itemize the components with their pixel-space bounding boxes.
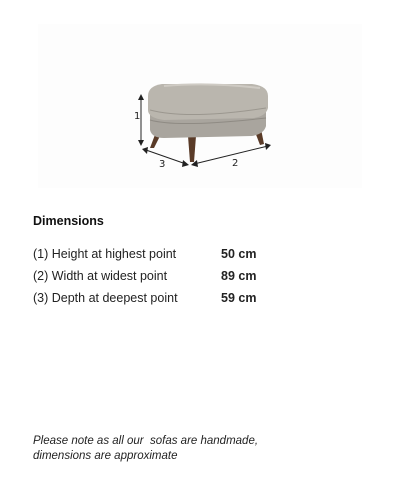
dimension-row-depth	[33, 287, 293, 309]
dimension-label: (2) Width at widest point	[33, 269, 168, 283]
dimensions-heading: Dimensions	[33, 214, 104, 228]
front-right-leg	[188, 136, 196, 162]
dimension-value: 59 cm	[221, 291, 257, 305]
dimension-label: (3) Depth at deepest point	[33, 291, 178, 305]
height-marker: 1	[134, 111, 141, 122]
dimension-row-height	[33, 243, 293, 265]
footstool-diagram	[38, 24, 362, 188]
product-dimension-image	[38, 24, 362, 188]
dimension-value: 50 cm	[221, 247, 257, 261]
width-marker: 2	[232, 158, 239, 169]
dimensions-table	[33, 243, 293, 309]
depth-marker: 3	[159, 159, 166, 170]
width-arrow	[194, 146, 268, 164]
dimension-row-width	[33, 265, 293, 287]
note-line: Please note as all our sofas are handmade,	[33, 435, 259, 447]
dimension-value: 89 cm	[221, 269, 257, 283]
depth-arrow	[146, 150, 186, 164]
handmade-note	[33, 434, 363, 464]
note-line: dimensions are approximate	[33, 450, 178, 462]
dimension-label: (1) Height at highest point	[33, 247, 177, 261]
